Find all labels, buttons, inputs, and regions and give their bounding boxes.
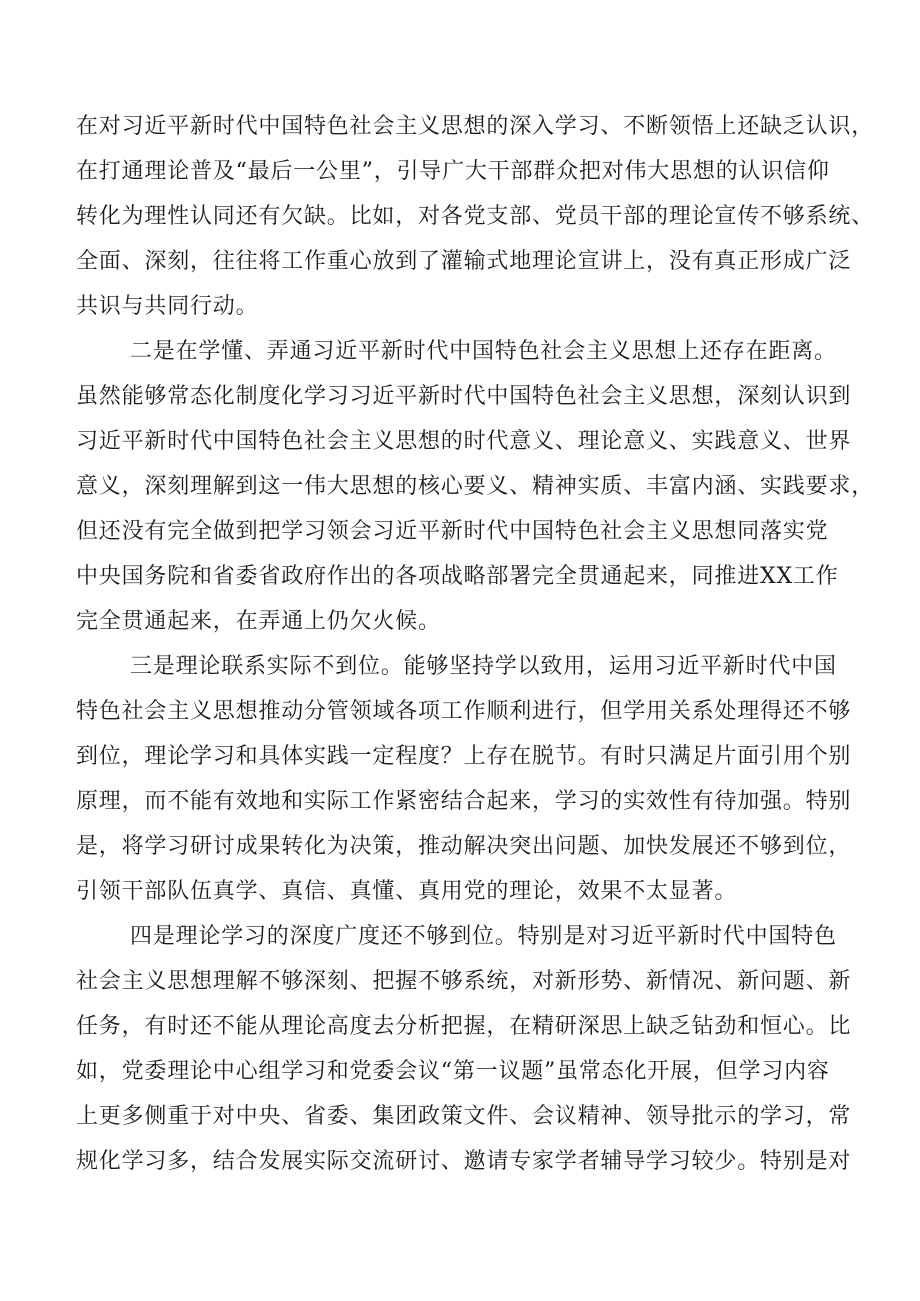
text-line: 意义，深刻理解到这一伟大思想的核心要义、精神实质、丰富内涵、实践要求， [76,474,875,499]
text-line: 任务，有时还不能从理论高度去分析把握，在精研深思上缺乏钻劲和恒心。比 [76,1014,852,1039]
text-line: 引领干部队伍真学、真信、真懂、真用党的理论，效果不太显著。 [76,879,738,904]
text-line: 在对习近平新时代中国特色社会主义思想的深入学习、不断领悟上还缺乏认识， [76,114,875,139]
text-line: 虽然能够常态化制度化学习习近平新时代中国特色社会主义思想，深刻认识到 [76,384,852,409]
text-line: 是，将学习研讨成果转化为决策，推动解决突出问题、加快发展还不够到位， [76,834,852,859]
text-line: 转化为理性认同还有欠缺。比如，对各党支部、党员干部的理论宣传不够系统、 [76,204,875,229]
text-line: 全面、深刻，往往将工作重心放到了灌输式地理论宣讲上，没有真正形成广泛 [76,249,852,274]
text-line: 如，党委理论中心组学习和党委会议“第一议题”虽常态化开展，但学习内容 [76,1059,830,1084]
text-line: 规化学习多，结合发展实际交流研讨、邀请专家学者辅导学习较少。特别是对 [76,1149,852,1174]
text-line: 上更多侧重于对中央、省委、集团政策文件、会议精神、领导批示的学习，常 [76,1104,852,1129]
text-line: 习近平新时代中国特色社会主义思想的时代意义、理论意义、实践意义、世界 [76,429,852,454]
paragraph-heading-3: 三是理论联系实际不到位。能够坚持学以致用，运用习近平新时代中国 [130,654,837,679]
paragraph-heading-2: 二是在学懂、弄通习近平新时代中国特色社会主义思想上还存在距离。 [130,339,837,364]
text-line: 特色社会主义思想推动分管领域各项工作顺利进行，但学用关系处理得还不够 [76,699,852,724]
text-line: 共识与共同行动。 [76,294,259,319]
text-line: 在打通理论普及“最后一公里”，引导广大干部群众把对伟大思想的认识信仰 [76,159,830,184]
text-line: 但还没有完全做到把学习领会习近平新时代中国特色社会主义思想同落实党 [76,519,829,544]
text-line: 到位，理论学习和具体实践一定程度？上存在脱节。有时只满足片面引用个别 [76,744,852,769]
text-line: 社会主义思想理解不够深刻、把握不够系统，对新形势、新情况、新问题、新 [76,969,852,994]
text-line: 完全贯通起来，在弄通上仍欠火候。 [76,609,441,634]
text-line: 原理，而不能有效地和实际工作紧密结合起来，学习的实效性有待加强。特别 [76,789,852,814]
paragraph-heading-4: 四是理论学习的深度广度还不够到位。特别是对习近平新时代中国特色 [130,924,837,949]
text-line: 中央国务院和省委省政府作出的各项战略部署完全贯通起来，同推进XX工作 [76,564,839,589]
